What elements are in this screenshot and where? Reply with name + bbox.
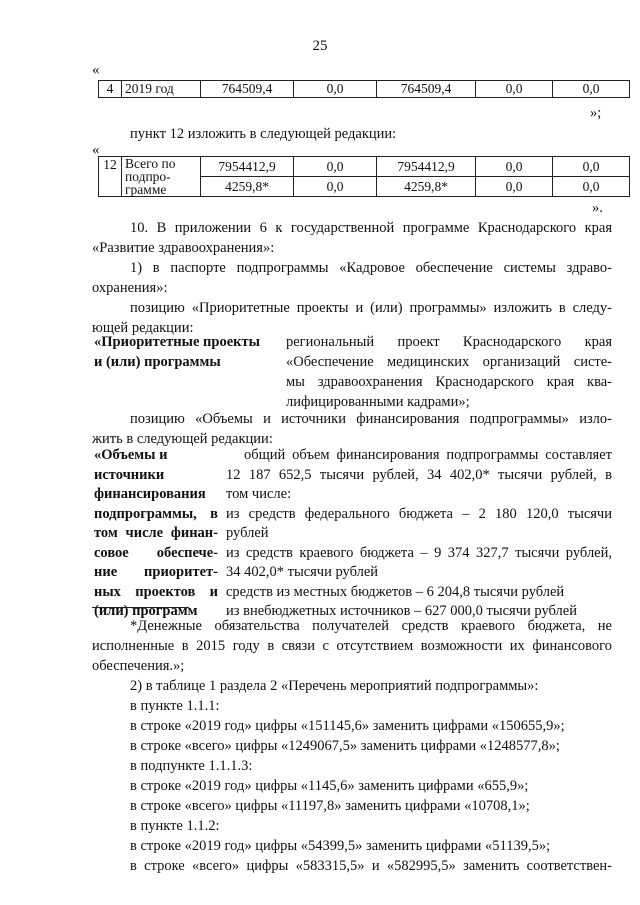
label-line: ных проектов и <box>94 583 218 600</box>
position1-line: позицию «Приоритетные проекты и (или) программы» изложить в следу- <box>130 300 612 316</box>
value-line: из средств федерального бюджета – 2 180 120,0 тысячи <box>226 505 612 522</box>
list-item: в строке «2019 год» цифры «1145,6» заменить цифрами «655,9»; <box>130 778 529 794</box>
page-number: 25 <box>312 38 328 54</box>
footnote-line: исполненные в 2015 году в связи с отсутствием возможности их финансового <box>92 638 612 654</box>
value-line: мы здравоохранения Краснодарского края ква- <box>286 374 612 390</box>
value-line: из средств краевого бюджета – 9 374 327,7 тысячи рублей, <box>226 544 612 561</box>
value-line: лифицированными кадрами»; <box>286 394 470 410</box>
table-cell: 0,0 <box>553 157 630 177</box>
value-line: том числе: <box>226 486 292 502</box>
label-line: «Приоритетные проекты <box>94 334 260 350</box>
table-row <box>99 81 630 98</box>
table1-end-quote: »; <box>590 105 602 121</box>
point12-text: пункт 12 изложить в следующей редакции: <box>130 126 397 142</box>
list-item: в строке «всего» цифры «583315,5» и «582995,5» заменить соответствен- <box>130 858 612 874</box>
list-item: в строке «всего» цифры «11197,8» заменить цифрами «10708,1»; <box>130 798 530 814</box>
volumes-value <box>226 446 612 622</box>
table-cell: 7954412,9 <box>201 157 294 177</box>
list-item: в пункте 1.1.2: <box>130 818 220 834</box>
label-line: том числе финан- <box>94 525 218 541</box>
footnote-line: обеспечения.»; <box>92 658 185 674</box>
label-line: (или) программ <box>94 603 198 619</box>
table-cell: 2019 год <box>122 81 201 98</box>
table-cell: 7954412,9 <box>377 157 476 177</box>
table-cell: 0,0 <box>476 177 553 197</box>
volumes-label <box>94 446 218 622</box>
label-line: «Объемы и <box>94 447 168 463</box>
value-line: 34 402,0* тысячи рублей <box>226 564 379 580</box>
value-line: региональный проект Краснодарского края <box>286 334 612 350</box>
table-cell <box>122 157 201 197</box>
position1-line: ющей редакции: <box>92 320 194 336</box>
label-line: источники <box>94 466 165 483</box>
list-item: в строке «2019 год» цифры «151145,6» заменить цифрами «150655,9»; <box>130 718 565 734</box>
table-cell: 12 <box>99 157 122 197</box>
position2-line: позицию «Объемы и источники финансирования подпрограммы» изло- <box>130 411 612 427</box>
footnote-separator <box>92 607 189 608</box>
value-line: 12 187 652,5 тысячи рублей, 34 402,0* тысячи рублей, в <box>226 466 612 483</box>
value-line: из внебюджетных источников – 627 000,0 тысячи рублей <box>226 603 577 619</box>
position2-line: жить в следующей редакции: <box>92 431 273 447</box>
table-cell: 0,0 <box>476 81 553 98</box>
table-cell: 764509,4 <box>201 81 294 98</box>
item1-line: охранения»: <box>92 280 168 296</box>
list-item: в пункте 1.1.1: <box>130 698 220 714</box>
table2-open-quote: « <box>92 142 100 158</box>
label-line: ние приоритет- <box>94 564 218 580</box>
table2 <box>98 156 630 197</box>
list-item: 2) в таблице 1 раздела 2 «Перечень мероприятий подпрограммы»: <box>130 678 539 694</box>
table-cell: 4259,8* <box>201 177 294 197</box>
item1-line: 1) в паспорте подпрограммы «Кадровое обеспечение системы здраво- <box>130 260 612 276</box>
table1-open-quote: « <box>92 62 100 78</box>
priority-value <box>286 332 612 412</box>
footnote-line: *Денежные обязательства получателей средств краевого бюджета, не <box>130 618 612 634</box>
label-line: подпрограммы, в <box>94 505 218 522</box>
paragraph-10-line: 10. В приложении 6 к государственной программе Краснодарского края <box>130 220 612 236</box>
row-label-line: грамме <box>125 182 167 197</box>
list-item: в строке «всего» цифры «1249067,5» заменить цифрами «1248577,8»; <box>130 738 560 754</box>
paragraph-10-line: «Развитие здравоохранения»: <box>92 240 275 256</box>
label-line: и (или) программы <box>94 354 221 370</box>
table-cell: 4259,8* <box>377 177 476 197</box>
changes-list <box>130 676 612 876</box>
label-line: совое обеспече- <box>94 544 218 561</box>
table2-end-quote: ». <box>592 200 603 216</box>
table1 <box>98 80 630 98</box>
table-cell: 0,0 <box>294 81 377 98</box>
table-cell: 0,0 <box>294 177 377 197</box>
value-line: рублей <box>226 525 269 541</box>
value-line: «Обеспечение медицинских организаций систе- <box>286 354 612 370</box>
table-cell: 764509,4 <box>377 81 476 98</box>
value-line: средств из местных бюджетов – 6 204,8 тысячи рублей <box>226 583 565 600</box>
table-row <box>99 157 630 177</box>
table-cell: 4 <box>99 81 122 98</box>
list-item: в подпункте 1.1.1.3: <box>130 758 253 774</box>
table-cell: 0,0 <box>553 81 630 98</box>
table-cell: 0,0 <box>294 157 377 177</box>
list-item: в строке «2019 год» цифры «54399,5» заменить цифрами «51139,5»; <box>130 838 551 854</box>
row-label-line: Всего по <box>125 156 176 171</box>
table-cell: 0,0 <box>553 177 630 197</box>
row-label-line: подпро- <box>125 169 171 184</box>
table-cell: 0,0 <box>476 157 553 177</box>
label-line: финансирования <box>94 486 206 502</box>
priority-label <box>94 332 272 372</box>
value-line: общий объем финансирования подпрограммы составляет <box>244 447 612 463</box>
